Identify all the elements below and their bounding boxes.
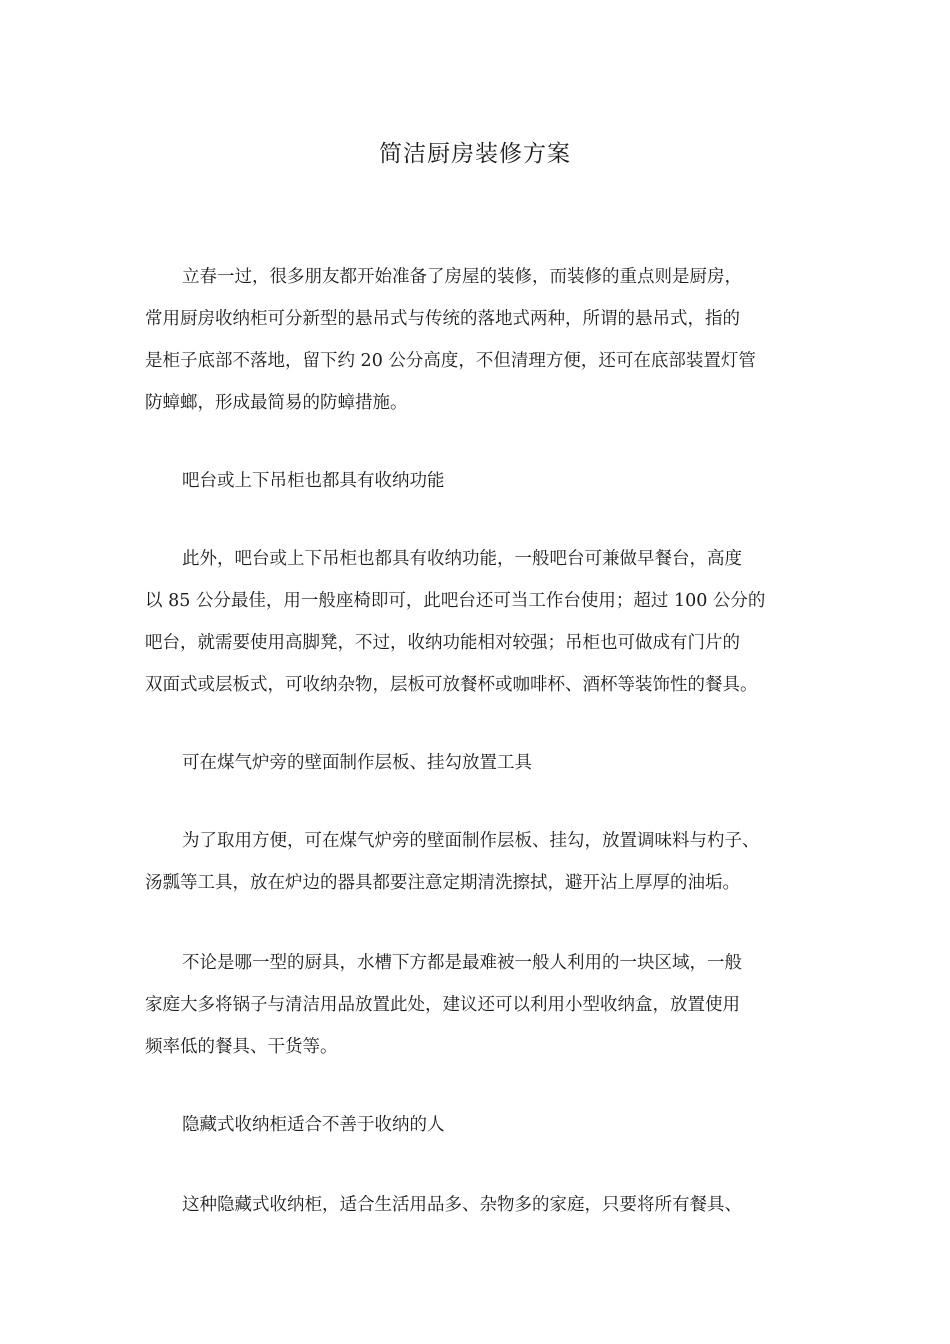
- subheading-hidden-cabinet: 隐藏式收纳柜适合不善于收纳的人: [182, 1115, 445, 1135]
- paragraph-1-line-3: 是柜子底部不落地，留下约 20 公分高度，不但清理方便，还可在底部装置灯管: [145, 351, 756, 371]
- paragraph-3-line-2: 汤瓢等工具，放在炉边的器具都要注意定期清洗擦拭，避开沾上厚厚的油垢。: [145, 873, 740, 893]
- subheading-stove-wall: 可在煤气炉旁的壁面制作层板、挂勾放置工具: [182, 753, 532, 773]
- paragraph-2-line-3: 吧台，就需要使用高脚凳，不过，收纳功能相对较强；吊柜也可做成有门片的: [145, 633, 740, 653]
- paragraph-2-line-2: 以 85 公分最佳，用一般座椅即可，此吧台还可当工作台使用；超过 100 公分的: [145, 591, 766, 611]
- paragraph-1-line-4: 防蟑螂，形成最简易的防蟑措施。: [145, 393, 408, 413]
- paragraph-4-line-2: 家庭大多将锅子与清洁用品放置此处，建议还可以利用小型收纳盒，放置使用: [145, 995, 740, 1015]
- document-title: 简洁厨房装修方案: [379, 141, 571, 167]
- paragraph-4-line-3: 频率低的餐具、干货等。: [145, 1037, 338, 1057]
- paragraph-1-line-2: 常用厨房收纳柜可分新型的悬吊式与传统的落地式两种，所谓的悬吊式，指的: [145, 309, 740, 329]
- paragraph-3-line-1: 为了取用方便，可在煤气炉旁的壁面制作层板、挂勾，放置调味料与杓子、: [182, 831, 760, 851]
- subheading-bar-counter: 吧台或上下吊柜也都具有收纳功能: [182, 471, 445, 491]
- paragraph-2-line-4: 双面式或层板式，可收纳杂物，层板可放餐杯或咖啡杯、酒杯等装饰性的餐具。: [145, 675, 758, 695]
- paragraph-1-line-1: 立春一过，很多朋友都开始准备了房屋的装修，而装修的重点则是厨房，: [182, 267, 742, 287]
- paragraph-4-line-1: 不论是哪一型的厨具，水槽下方都是最难被一般人利用的一块区域，一般: [182, 953, 742, 973]
- paragraph-2-line-1: 此外，吧台或上下吊柜也都具有收纳功能，一般吧台可兼做早餐台，高度: [182, 549, 742, 569]
- paragraph-5-line-1: 这种隐藏式收纳柜，适合生活用品多、杂物多的家庭，只要将所有餐具、: [182, 1195, 742, 1215]
